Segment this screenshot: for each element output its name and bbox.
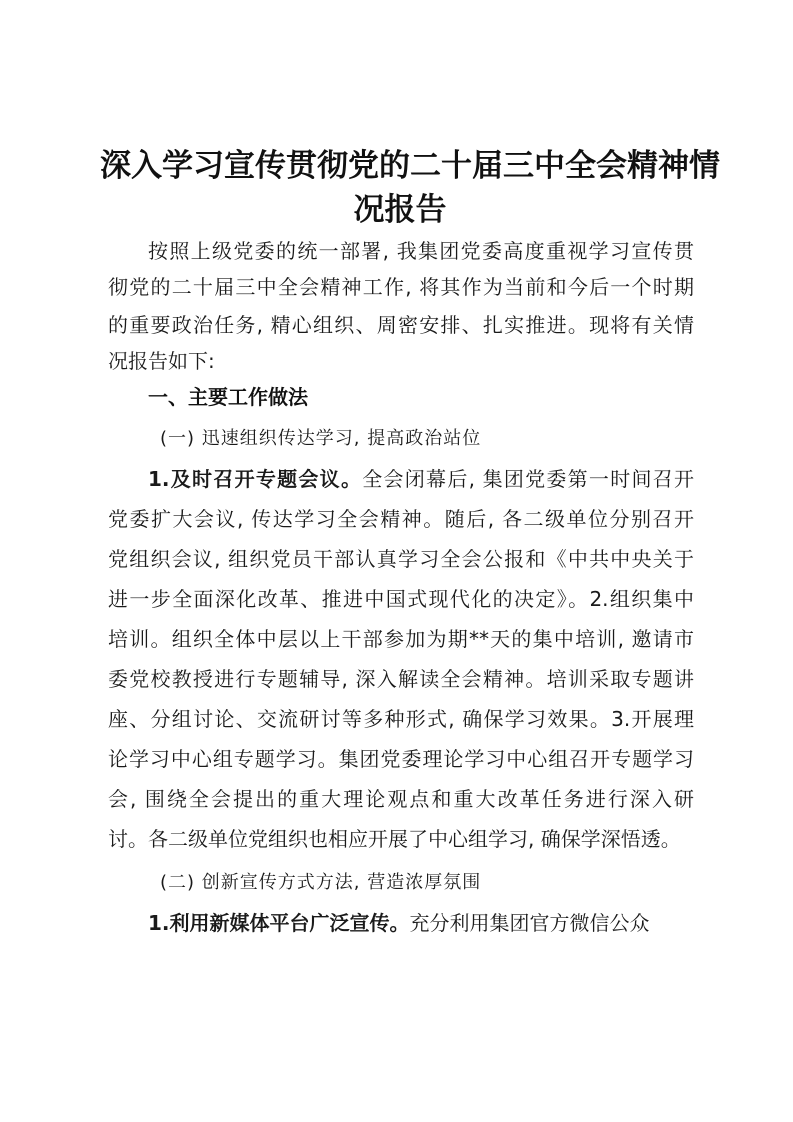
subsection-heading-2: (二) 创新宣传方式方法, 营造浓厚氛围 bbox=[160, 872, 482, 893]
document-title-line1: 深入学习宣传贯彻党的二十届三中全会精神情 bbox=[100, 148, 720, 184]
paragraph-lead: 1.及时召开专题会议。 bbox=[148, 467, 363, 491]
intro-line-1: 按照上级党委的统一部署, 我集团党委高度重视学习宣传贯 bbox=[148, 239, 694, 263]
paragraph-line: 培训。组织全体中层以上干部参加为期**天的集中培训, 邀请市 bbox=[108, 627, 694, 651]
paragraph-line: 委党校教授进行专题辅导, 深入解读全会精神。培训采取专题讲 bbox=[108, 667, 694, 691]
paragraph-text: 全会闭幕后, 集团党委第一时间召开 bbox=[362, 467, 695, 491]
paragraph-line: 党委扩大会议, 传达学习全会精神。随后, 各二级单位分别召开 bbox=[108, 507, 694, 531]
paragraph-line: 论学习中心组专题学习。集团党委理论学习中心组召开专题学习 bbox=[108, 747, 694, 771]
paragraph-line: 讨。各二级单位党组织也相应开展了中心组学习, 确保学深悟透。 bbox=[108, 827, 681, 851]
paragraph-line: 进一步全面深化改革、推进中国式现代化的决定》。2.组织集中 bbox=[108, 587, 694, 611]
document-title-line2: 况报告 bbox=[353, 192, 447, 228]
paragraph-line bbox=[148, 910, 694, 936]
paragraph-line: 会, 围绕全会提出的重大理论观点和重大改革任务进行深入研 bbox=[108, 787, 694, 811]
intro-line-3: 的重要政治任务, 精心组织、周密安排、扎实推进。现将有关情 bbox=[108, 313, 694, 337]
subsection-heading-1: (一) 迅速组织传达学习, 提高政治站位 bbox=[160, 428, 482, 449]
paragraph-line: 党组织会议, 组织党员干部认真学习全会公报和《中共中央关于 bbox=[108, 547, 694, 571]
intro-line-4: 况报告如下: bbox=[108, 349, 215, 373]
section-heading-1: 一、主要工作做法 bbox=[148, 385, 308, 409]
intro-line-2: 彻党的二十届三中全会精神工作, 将其作为当前和今后一个时期 bbox=[108, 275, 694, 299]
paragraph-line: 座、分组讨论、交流研讨等多种形式, 确保学习效果。3.开展理 bbox=[108, 707, 694, 731]
paragraph-line bbox=[148, 466, 694, 492]
paragraph-text: 充分利用集团官方微信公众 bbox=[409, 911, 650, 935]
paragraph-lead: 1.利用新媒体平台广泛宣传。 bbox=[148, 911, 410, 935]
